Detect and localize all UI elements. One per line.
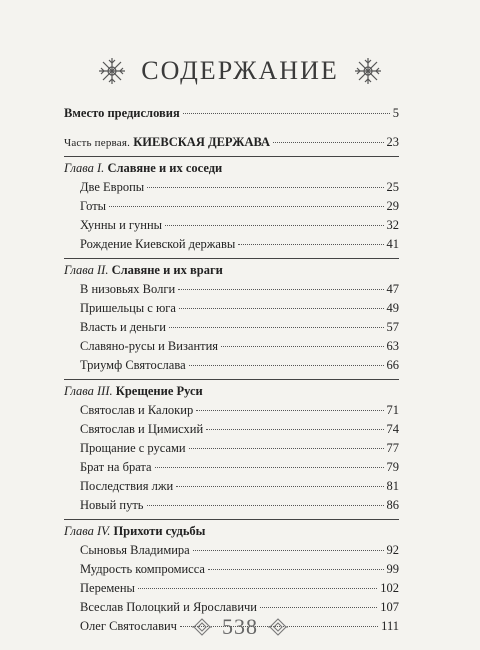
toc-entry-page: 81 [386,479,399,493]
dot-leader [196,410,383,411]
toc-entry-page: 57 [386,320,399,334]
dot-leader [193,550,384,551]
toc-entry[interactable] [64,498,399,517]
diamond-ornament-icon [192,617,212,637]
toc-entry-label: Хунны и гунны [80,218,163,232]
toc-entry[interactable] [64,180,399,199]
dot-leader [147,187,383,188]
dot-leader [178,289,383,290]
toc-entry[interactable] [64,218,399,237]
toc-entry-label: Олег Святославич [80,619,177,633]
toc-entry[interactable] [64,237,399,256]
dot-leader [189,365,384,366]
chapter-heading[interactable] [64,263,399,282]
dot-leader [206,429,383,430]
chapter-prefix: Глава II. [64,263,109,277]
dot-leader [169,327,384,328]
toc-entry[interactable] [64,282,399,301]
diamond-ornament-icon [268,617,288,637]
toc-entry-label: Готы [80,199,107,213]
chapter-heading[interactable] [64,524,399,543]
toc-entry-page: 29 [386,199,399,213]
toc-entry[interactable] [64,422,399,441]
dot-leader [189,448,384,449]
toc-entry[interactable] [64,339,399,358]
toc-entry[interactable] [64,358,399,377]
chapter-title: Славяне и их враги [111,263,223,277]
toc-entry-page: 71 [386,403,399,417]
toc-entry-part-one[interactable] [64,135,399,154]
toc-entry-page: 41 [386,237,399,251]
dot-leader [179,308,384,309]
dot-leader [208,569,384,570]
dot-leader [176,486,383,487]
page-number: 538 [222,614,258,639]
toc-entry-label: Всеслав Полоцкий и Ярославичи [80,600,257,614]
dot-leader [273,142,383,143]
toc-entry[interactable] [64,301,399,320]
toc-entry[interactable] [64,199,399,218]
chapter-title: Крещение Руси [115,384,203,398]
toc-entry[interactable] [64,543,399,562]
toc-entry-label [64,135,270,151]
dot-leader [183,113,390,114]
chapter-prefix: Глава I. [64,161,105,175]
toc-entry-preface[interactable] [64,106,399,125]
toc-entry[interactable] [64,441,399,460]
toc-entry-page: 25 [386,180,399,194]
dot-leader [109,206,383,207]
dot-leader [260,607,377,608]
toc-entry-page: 107 [380,600,399,614]
toc-entry-label: Рождение Киевской державы [80,237,236,251]
toc-entry-label: Святослав и Цимисхий [80,422,204,436]
toc-entry-page: 49 [386,301,399,315]
toc-entry-label: Мудрость компромисса [80,562,205,576]
toc-entry-page: 66 [386,358,399,372]
section-divider [64,519,399,520]
dot-leader [155,467,384,468]
toc-entry-label: Две Европы [80,180,145,194]
toc-entry-page: 92 [386,543,399,557]
toc-entry-label: Вместо предисловия [64,106,180,120]
toc-entry[interactable] [64,562,399,581]
page-footer [0,614,480,640]
toc-entry-label: Сыновья Владимира [80,543,190,557]
toc-entry-page: 32 [386,218,399,232]
dot-leader [238,244,383,245]
toc-entry-label: Славяно-русы и Византия [80,339,219,353]
toc-entry-label: Святослав и Калокир [80,403,194,417]
chapter-title: Прихоти судьбы [113,524,206,538]
chapter-heading[interactable] [64,161,399,180]
title-row [0,56,480,86]
toc-entry[interactable] [64,581,399,600]
toc-entry-page: 79 [386,460,399,474]
toc-entry-label: Триумф Святослава [80,358,186,372]
section-divider [64,156,399,157]
toc-entry-page: 102 [380,581,399,595]
toc-entry[interactable] [64,479,399,498]
snowflake-ornament-icon [353,56,383,86]
dot-leader [165,225,383,226]
toc-entry-page: 47 [386,282,399,296]
toc-entry-label: Прощание с русами [80,441,186,455]
toc-entry-page: 23 [386,135,399,149]
toc-entry[interactable] [64,403,399,422]
toc-entry-page: 63 [386,339,399,353]
toc-entry-page: 74 [386,422,399,436]
dot-leader [138,588,377,589]
toc-entry-label: Последствия лжи [80,479,174,493]
dot-leader [147,505,384,506]
toc-entry[interactable] [64,320,399,339]
section-divider [64,258,399,259]
part-title: КИЕВСКАЯ ДЕРЖАВА [133,135,271,149]
chapter-title: Славяне и их соседи [107,161,223,175]
toc-entry-page: 86 [386,498,399,512]
toc-entry-label: Пришельцы с юга [80,301,176,315]
toc-entry-label: В низовьях Волги [80,282,176,296]
toc-entry-label: Брат на брата [80,460,152,474]
chapter-heading[interactable] [64,384,399,403]
page-title: СОДЕРЖАНИЕ [141,56,339,85]
chapter-prefix: Глава III. [64,384,113,398]
toc-entry-label: Власть и деньги [80,320,166,334]
toc-entry-label: Новый путь [80,498,144,512]
chapter-prefix: Глава IV. [64,524,111,538]
toc-entry-label: Перемены [80,581,135,595]
section-divider [64,379,399,380]
table-of-contents [64,106,399,638]
toc-entry-page: 77 [386,441,399,455]
toc-entry-page: 111 [381,619,399,633]
snowflake-ornament-icon [97,56,127,86]
toc-entry-page: 5 [392,106,399,120]
dot-leader [221,346,383,347]
toc-entry[interactable] [64,460,399,479]
part-prefix: Часть первая. [64,137,131,149]
toc-entry-page: 99 [386,562,399,576]
